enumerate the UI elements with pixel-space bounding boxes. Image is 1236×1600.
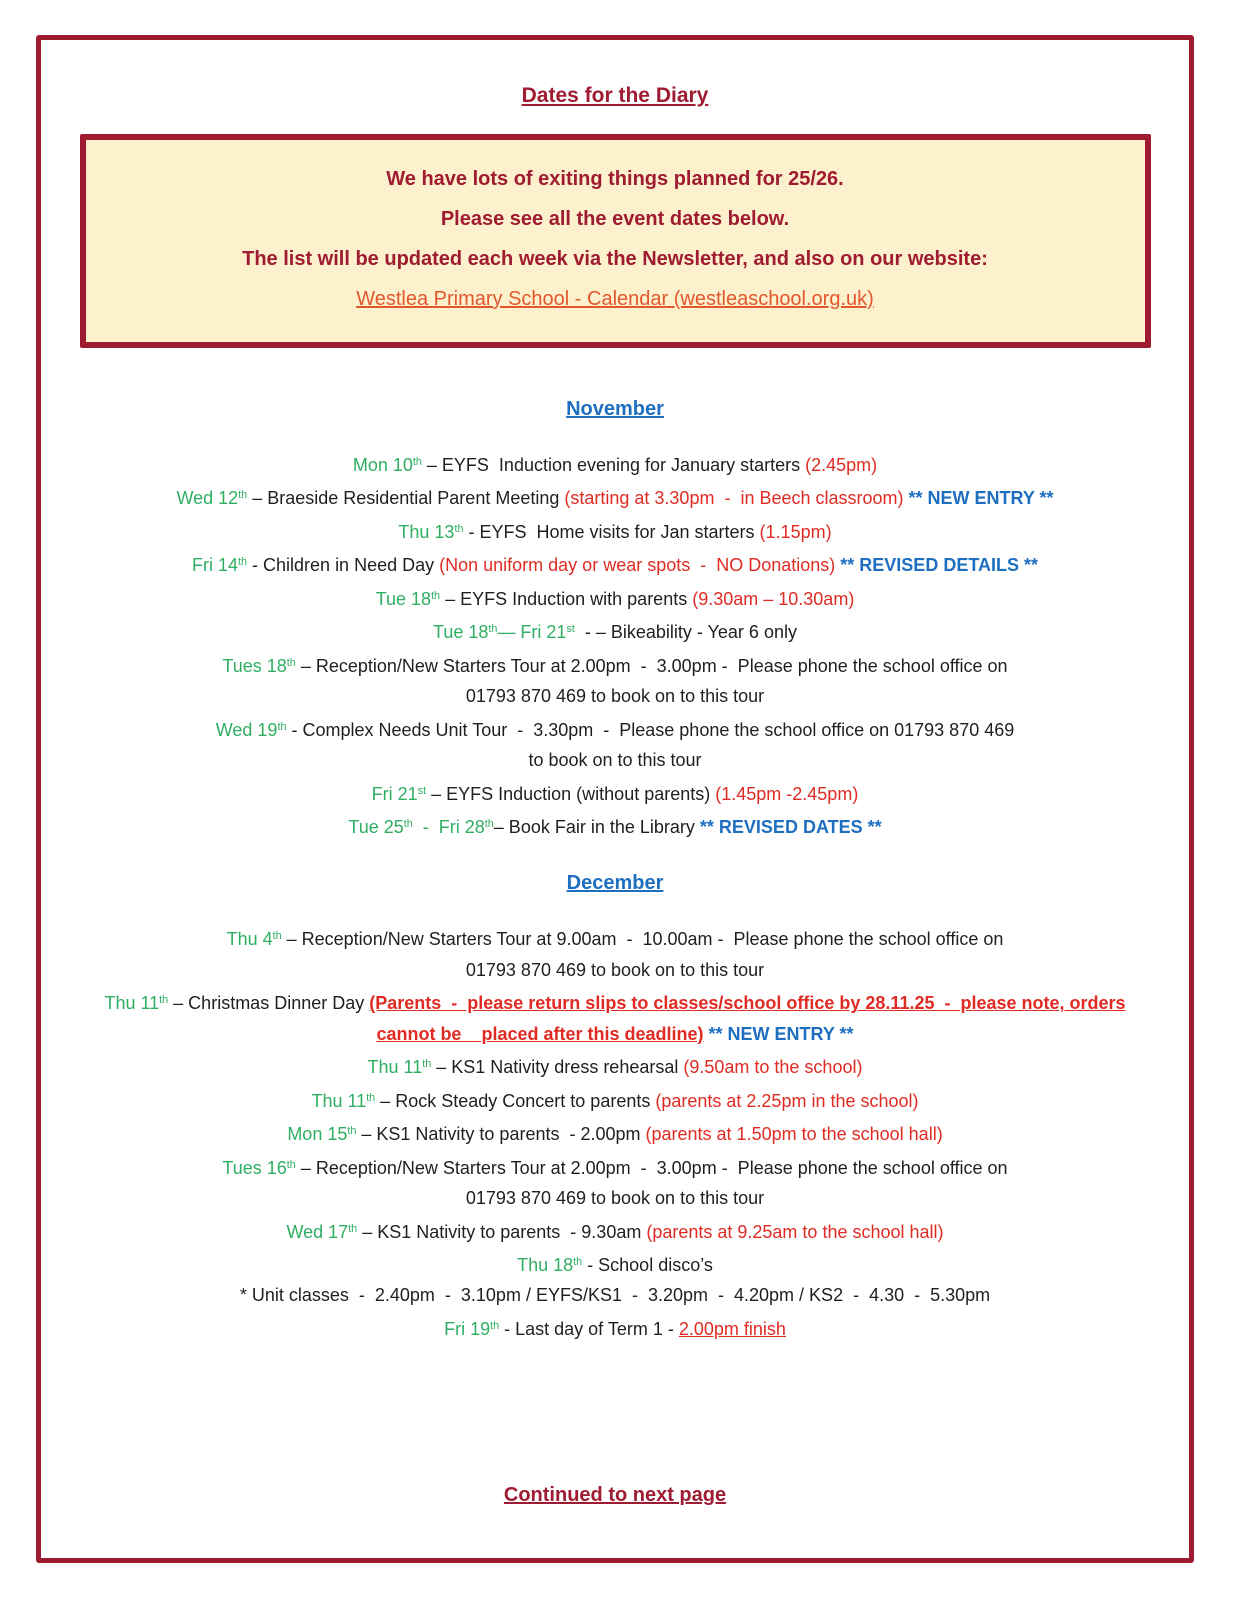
event-text-segment: Tue 25 bbox=[348, 816, 404, 837]
event-text-segment: th bbox=[286, 1158, 296, 1171]
event-line bbox=[41, 614, 1189, 647]
continued-note: Continued to next page bbox=[503, 1484, 727, 1507]
event-text-segment: 01793 870 469 to book on to this tour bbox=[465, 959, 765, 980]
event-text-segment: Tues 18 bbox=[222, 655, 287, 676]
event-text-segment: ** NEW ENTRY ** bbox=[908, 488, 1054, 509]
event-text-segment: ** REVISED DETAILS ** bbox=[840, 555, 1038, 576]
event-text-segment: cannot be placed after this deadline) bbox=[376, 1023, 704, 1044]
event-text-segment: Wed 12 bbox=[176, 488, 239, 509]
event-line bbox=[41, 809, 1189, 842]
event-text-segment: (parents at 9.25am to the school hall) bbox=[646, 1221, 944, 1242]
event-text-segment: (2.45pm) bbox=[805, 454, 878, 475]
events-list bbox=[41, 447, 1189, 842]
intro-box bbox=[80, 134, 1151, 348]
event-line bbox=[41, 681, 1189, 712]
event-text-segment: th bbox=[238, 556, 248, 569]
event-text-segment: th bbox=[277, 720, 287, 733]
month-header: November bbox=[566, 398, 664, 420]
event-text-segment: th bbox=[347, 1125, 357, 1138]
event-text-segment: th bbox=[286, 656, 296, 669]
event-text-segment: th bbox=[490, 1319, 500, 1332]
event-text-segment: th bbox=[488, 623, 498, 636]
event-line bbox=[41, 1116, 1189, 1149]
event-line bbox=[41, 745, 1189, 776]
event-text-segment: Tue 18 bbox=[375, 588, 432, 609]
intro-line: Please see all the event dates below. bbox=[440, 208, 790, 230]
event-text-segment: (1.45pm -2.45pm) bbox=[715, 783, 859, 804]
event-text-segment: - Complex Needs Unit Tour - 3.30pm - Please phone the school office on 01793 870 469 bbox=[286, 719, 1015, 740]
event-text-segment: Fri 14 bbox=[192, 555, 239, 576]
event-line bbox=[41, 1311, 1189, 1344]
event-text-segment: th bbox=[422, 1058, 432, 1071]
intro-line: We have lots of exiting things planned for 25/26. bbox=[386, 168, 844, 190]
event-text-segment: Thu 4 bbox=[226, 929, 273, 950]
event-line bbox=[41, 1049, 1189, 1082]
event-text-segment: th bbox=[348, 1222, 358, 1235]
event-line bbox=[41, 480, 1189, 513]
event-text-segment: 01793 870 469 to book on to this tour bbox=[465, 1188, 765, 1208]
event-text-segment: Thu 18 bbox=[517, 1254, 574, 1275]
event-text-segment: st bbox=[417, 784, 427, 797]
event-text-segment: Thu 11 bbox=[311, 1090, 367, 1111]
event-text-segment: — Fri 21 bbox=[497, 622, 567, 643]
event-text-segment: (starting at 3.30pm - in Beech classroom) bbox=[564, 488, 909, 509]
event-line bbox=[41, 1019, 1189, 1050]
event-text-segment: - School disco’s bbox=[582, 1254, 713, 1275]
event-line bbox=[41, 1150, 1189, 1183]
page-frame bbox=[36, 35, 1194, 1563]
page-content bbox=[41, 40, 1189, 1507]
event-text-segment: Thu 11 bbox=[104, 993, 160, 1014]
intro-link-row bbox=[106, 288, 1125, 312]
event-text-segment: (parents at 1.50pm to the school hall) bbox=[645, 1124, 943, 1145]
event-line bbox=[41, 1247, 1189, 1280]
event-text-segment: Wed 17 bbox=[286, 1221, 349, 1242]
event-line bbox=[41, 514, 1189, 547]
event-line bbox=[41, 1214, 1189, 1247]
event-text-segment: th bbox=[238, 489, 248, 502]
month-block bbox=[41, 872, 1189, 1344]
event-text-segment: – Reception/New Starters Tour at 2.00pm - 3.00pm - Please phone the school office on bbox=[295, 1157, 1008, 1178]
event-text-segment: – Reception/New Starters Tour at 9.00am - 10.00am - Please phone the school office on bbox=[281, 929, 1004, 950]
event-text-segment: – EYFS Induction evening for January starters bbox=[421, 454, 806, 475]
event-text-segment: * Unit classes - 2.40pm - 3.10pm / EYFS/KS1 - 3.20pm - 4.20pm / KS2 - 4.30 - 5.30pm bbox=[239, 1285, 991, 1306]
event-text-segment: 01793 870 469 to book on to this tour bbox=[465, 686, 765, 707]
event-text-segment: Thu 11 bbox=[367, 1057, 423, 1078]
event-text-segment: – EYFS Induction with parents bbox=[440, 588, 693, 609]
event-line bbox=[41, 648, 1189, 681]
event-line bbox=[41, 776, 1189, 809]
intro-line: The list will be updated each week via the Newsletter, and also on our website: bbox=[242, 248, 988, 270]
month-header: December bbox=[566, 872, 664, 895]
event-text-segment: st bbox=[566, 623, 575, 636]
event-text-segment: Tues 16 bbox=[222, 1157, 287, 1178]
event-text-segment: – Braeside Residential Parent Meeting bbox=[247, 488, 565, 509]
event-line bbox=[41, 1083, 1189, 1116]
event-line bbox=[41, 1183, 1189, 1214]
event-text-segment: th bbox=[412, 456, 422, 468]
calendar-link[interactable]: Westlea Primary School - Calendar (westleaschool.org.uk) bbox=[356, 288, 874, 310]
event-text-segment: th bbox=[454, 522, 464, 535]
event-text-segment: - – Bikeability - Year 6 only bbox=[574, 622, 797, 643]
event-text-segment: to book on to this tour bbox=[528, 750, 702, 770]
event-text-segment: – Reception/New Starters Tour at 2.00pm - 3.00pm - Please phone the school office on bbox=[295, 655, 1008, 676]
events-list bbox=[41, 921, 1189, 1344]
month-block bbox=[41, 398, 1189, 842]
event-text-segment: (Parents - please return slips to classes/school office by 28.11.25 - please note, orders bbox=[369, 993, 1126, 1014]
event-text-segment: (1.15pm) bbox=[759, 521, 832, 542]
event-text-segment: (parents at 2.25pm in the school) bbox=[655, 1090, 919, 1111]
event-line bbox=[41, 712, 1189, 745]
event-text-segment: (9.30am – 10.30am) bbox=[692, 588, 855, 609]
event-line bbox=[41, 547, 1189, 580]
event-text-segment: (9.50am to the school) bbox=[683, 1057, 863, 1078]
page-title: Dates for the Diary bbox=[521, 84, 709, 107]
event-line bbox=[41, 447, 1189, 480]
event-text-segment: Wed 19 bbox=[215, 719, 278, 740]
event-text-segment: th bbox=[159, 994, 169, 1007]
event-text-segment: (Non uniform day or wear spots - NO Donations) bbox=[439, 555, 841, 576]
event-text-segment: th bbox=[573, 1255, 583, 1268]
event-text-segment: ** NEW ENTRY ** bbox=[708, 1023, 854, 1044]
event-line bbox=[41, 581, 1189, 614]
event-text-segment: Fri 19 bbox=[444, 1318, 491, 1339]
event-text-segment: 2.00pm finish bbox=[678, 1318, 786, 1339]
event-text-segment: Thu 13 bbox=[398, 521, 455, 542]
event-line bbox=[41, 955, 1189, 986]
event-text-segment: th bbox=[484, 817, 494, 830]
event-text-segment: Tue 18 bbox=[433, 622, 489, 643]
event-text-segment: th bbox=[272, 930, 282, 943]
event-text-segment: Mon 10 bbox=[352, 454, 413, 475]
event-text-segment: - EYFS Home visits for Jan starters bbox=[463, 521, 760, 542]
event-text-segment: Mon 15 bbox=[287, 1124, 348, 1145]
event-text-segment: – KS1 Nativity to parents - 2.00pm bbox=[356, 1124, 646, 1145]
event-line bbox=[41, 985, 1189, 1018]
event-text-segment: – Book Fair in the Library bbox=[493, 816, 700, 837]
event-text-segment: – KS1 Nativity to parents - 9.30am bbox=[357, 1221, 647, 1242]
event-text-segment: Fri 21 bbox=[371, 783, 418, 804]
event-text-segment: – KS1 Nativity dress rehearsal bbox=[431, 1057, 684, 1078]
event-text-segment: - Fri 28 bbox=[412, 816, 485, 837]
event-text-segment: - Children in Need Day bbox=[247, 555, 440, 576]
event-text-segment: - Last day of Term 1 - bbox=[499, 1318, 679, 1339]
event-text-segment: – Rock Steady Concert to parents bbox=[375, 1090, 656, 1111]
months bbox=[41, 398, 1189, 1344]
event-text-segment: – Christmas Dinner Day bbox=[168, 993, 370, 1014]
event-line bbox=[41, 1280, 1189, 1311]
event-text-segment: – EYFS Induction (without parents) bbox=[426, 783, 716, 804]
event-text-segment: ** REVISED DATES ** bbox=[699, 816, 882, 837]
event-text-segment: th bbox=[403, 817, 413, 830]
event-line bbox=[41, 921, 1189, 954]
event-text-segment: th bbox=[366, 1091, 376, 1104]
event-text-segment: th bbox=[431, 589, 441, 602]
